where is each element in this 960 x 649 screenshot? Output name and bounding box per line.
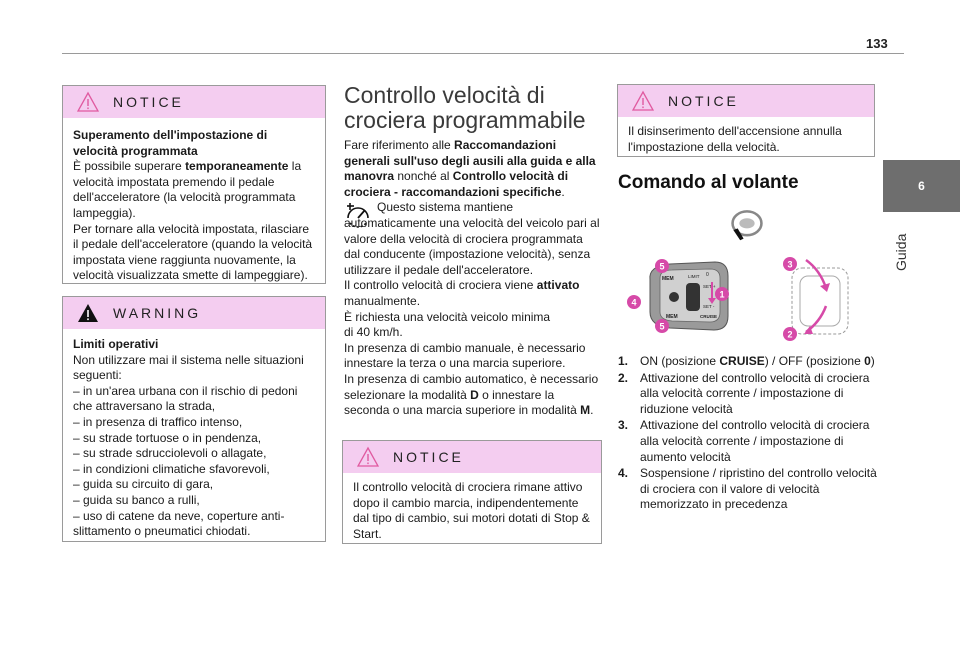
page-number: 133 <box>866 36 888 51</box>
cruise-control-icon <box>344 201 372 229</box>
warning-triangle-icon <box>632 90 654 112</box>
notice-paragraph: Il controllo velocità di crociera rimane attivo dopo il cambio marcia, indipendentemente dal tipo di cambio, sui motori dotati di Stop & Start. <box>353 480 590 541</box>
notice-header <box>63 86 325 118</box>
mem-label: MEM <box>662 276 674 282</box>
manual-gearbox-paragraph: In presenza di cambio manuale, è necessario innestare la terza o una marcia superiore. <box>344 340 586 371</box>
warning-box <box>62 296 326 542</box>
warning-header <box>63 297 325 329</box>
notice-box-right <box>617 84 875 157</box>
svg-text:5: 5 <box>659 321 665 332</box>
min-speed-paragraph: È richiesta una velocità veicolo minima di 40 km/h. <box>344 309 551 340</box>
description-paragraph: Questo sistema mantiene automaticamente una velocità del veicolo pari al valore della velocità di crociera programmata dal conducente (impostazione velocità), senza utilizzare il pedale dell'acceleratore. <box>344 200 600 277</box>
list-item: – su strade sdrucciolevoli o allagate, <box>73 446 267 461</box>
stalk-side-view <box>792 260 848 334</box>
warning-triangle-icon <box>77 91 99 113</box>
list-item: 4. Sospensione / ripristino del controllo velocità di crociera con il valore di velocità memorizzato in precedenza <box>618 466 877 512</box>
warning-triangle-icon <box>357 446 379 468</box>
notice-header <box>618 85 874 117</box>
svg-text:5: 5 <box>659 261 665 272</box>
warning-heading: WARNING <box>113 305 202 321</box>
warning-triangle-icon <box>77 302 99 324</box>
position-zero-label: 0 <box>706 272 709 278</box>
middle-text <box>344 138 600 419</box>
list-item: – in condizioni climatiche sfavorevoli, <box>73 461 270 476</box>
badge-2 <box>783 327 797 341</box>
limit-label: LIMIT <box>688 274 700 279</box>
badge-4 <box>627 295 641 309</box>
list-item: – in presenza di traffico intenso, <box>73 414 243 429</box>
list-item: 3. Attivazione del controllo velocità di crociera alla velocità corrente / impostazione di aumento velocità <box>618 418 870 464</box>
list-item: 2. Attivazione del controllo velocità di crociera alla velocità corrente / impostazione di riduzione velocità <box>618 370 870 416</box>
steering-wheel-icon <box>727 208 767 242</box>
stalk-diagram <box>620 250 880 350</box>
description-block <box>344 200 600 278</box>
notice-box-middle <box>342 440 602 544</box>
notice-heading: NOTICE <box>113 94 184 110</box>
list-item: 1. ON (posizione CRUISE) / OFF (posizione 0) <box>618 354 875 368</box>
section-title: Controllo velocità di crociera programmabile <box>344 82 586 133</box>
svg-text:1: 1 <box>719 289 725 300</box>
automatic-gearbox-paragraph: In presenza di cambio automatico, è necessario selezionare la modalità D o innestare la seconda o una marcia superiore in modalità M. <box>344 371 599 418</box>
header-rule <box>62 53 904 54</box>
notice-paragraph: Il disinserimento dell'accensione annulla l'impostazione della velocità. <box>628 124 842 154</box>
badge-5-bottom <box>655 319 669 333</box>
reference-paragraph: Fare riferimento alle Raccomandazioni generali sull'uso degli ausili alla guida e alla manovra nonché al Controllo velocità di crociera - raccomandazioni specifiche. <box>344 138 596 199</box>
notice-paragraph: È possibile superare temporaneamente la velocità impostata premendo il pedale dell'acceleratore (la velocità programmata lampeggia). <box>73 159 302 220</box>
warning-intro: Non utilizzare mai il sistema nelle situazioni seguenti: <box>73 352 304 383</box>
activation-paragraph: Il controllo velocità di crociera viene attivato manualmente. <box>344 278 580 308</box>
notice-header <box>343 441 601 473</box>
cruise-label: CRUISE <box>700 314 718 319</box>
list-item: – su strade tortuose o in pendenza, <box>73 430 262 445</box>
set-plus-label: SET + <box>703 284 716 289</box>
notice-title: Superamento dell'impostazione di velocità programmata <box>73 128 268 158</box>
warning-title: Limiti operativi <box>73 337 159 351</box>
list-item: – uso di catene da neve, coperture anti-slittamento o pneumatici chiodati. <box>73 508 285 539</box>
badge-3 <box>783 257 797 271</box>
chapter-name: Guida <box>893 233 909 271</box>
list-item: – guida su circuito di gara, <box>73 477 214 492</box>
warning-list <box>73 384 315 540</box>
badge-1 <box>715 287 729 301</box>
notice-heading: NOTICE <box>668 93 739 109</box>
badge-5-top <box>655 259 669 273</box>
chapter-tab[interactable]: 6 <box>883 160 960 212</box>
set-minus-label: SET - <box>703 304 715 309</box>
svg-text:4: 4 <box>631 297 637 308</box>
steering-control-title: Comando al volante <box>618 172 799 193</box>
svg-text:3: 3 <box>787 259 793 270</box>
steps-list <box>618 354 880 514</box>
list-item: – guida su banco a rulli, <box>73 492 200 507</box>
svg-text:2: 2 <box>787 329 793 340</box>
notice-box-left <box>62 85 326 284</box>
list-item: – in un'area urbana con il rischio di pedoni che attraversano la strada, <box>73 383 298 414</box>
notice-heading: NOTICE <box>393 449 464 465</box>
mem-label-bottom: MEM <box>666 314 678 320</box>
notice-paragraph: Per tornare alla velocità impostata, rilasciare il pedale dell'acceleratore (quando la velocità impostata viene raggiunta nuovamente, la velocità visualizzata smette di lampeggiare). <box>73 221 313 283</box>
